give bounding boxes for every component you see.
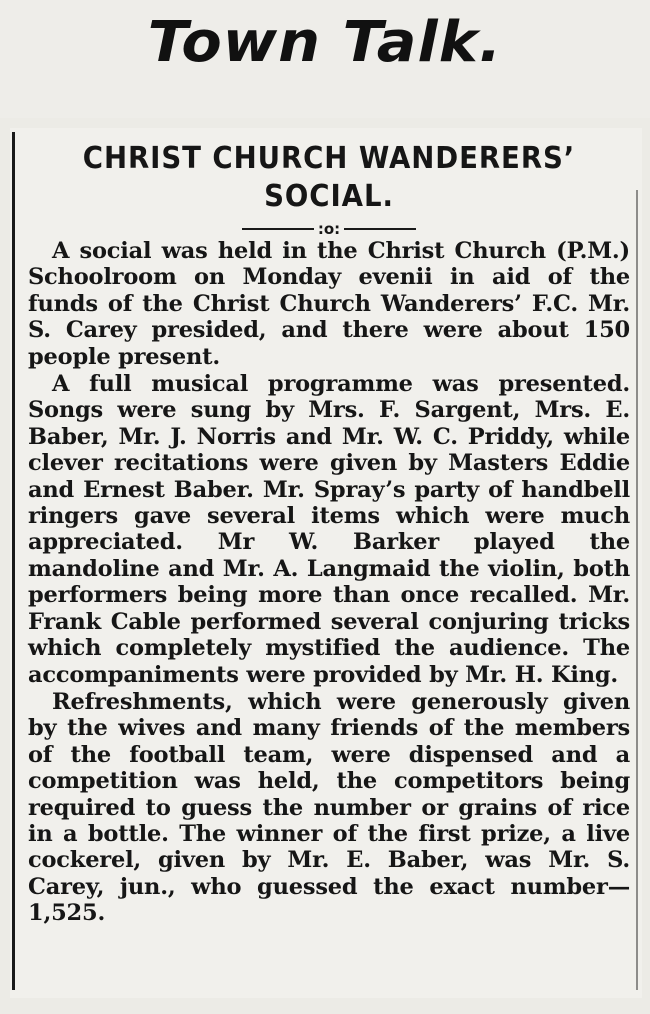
divider-ornament: :o: [317,220,341,238]
column-rule-right [636,190,638,990]
article-headline [52,140,606,216]
article [28,140,630,927]
paragraph-2: A full musical programme was presented. Songs were sung by Mrs. F. Sargent, Mrs. E. Baber, Mr. J. Norris and Mr. W. C. Priddy, while clever recitations were given by Masters Eddie and Ernest Baber. Mr. Spray’s party of handbell ringers gave several items which were much appreciated. Mr W. Barker played the mandoline and Mr. A. Langmaid the violin, both performers being more than once recalled. Mr. Frank Cable performed several conjuring tricks which completely mystified the audience. The accompaniments were provided by Mr. H. King. [28,371,630,688]
column-rule-left [12,132,15,990]
headline-divider [28,222,630,236]
divider-line-left [242,228,314,230]
paragraph-3: Refreshments, which were generously given by the wives and many friends of the members of the football team, were dispensed and a competition was held, the competitors being required to guess the number or grains of rice in a bottle. The winner of the first prize, a live cockerel, given by Mr. E. Baber, was Mr. S. Carey, jun., who guessed the exact number—1,525. [28,688,630,927]
paragraph-1: A social was held in the Christ Church (P.M.) Schoolroom on Monday evenii in aid of the funds of the Christ Church Wanderers’ F.C. Mr. S. Carey presided, and there were about 150 people present. [28,238,630,370]
headline-line-1: CHRIST CHURCH WANDERERS’ [82,141,576,176]
divider-line-right [344,228,416,230]
masthead [0,0,650,118]
headline-line-2: SOCIAL. [264,179,394,214]
masthead-title: Town Talk. [147,10,503,75]
